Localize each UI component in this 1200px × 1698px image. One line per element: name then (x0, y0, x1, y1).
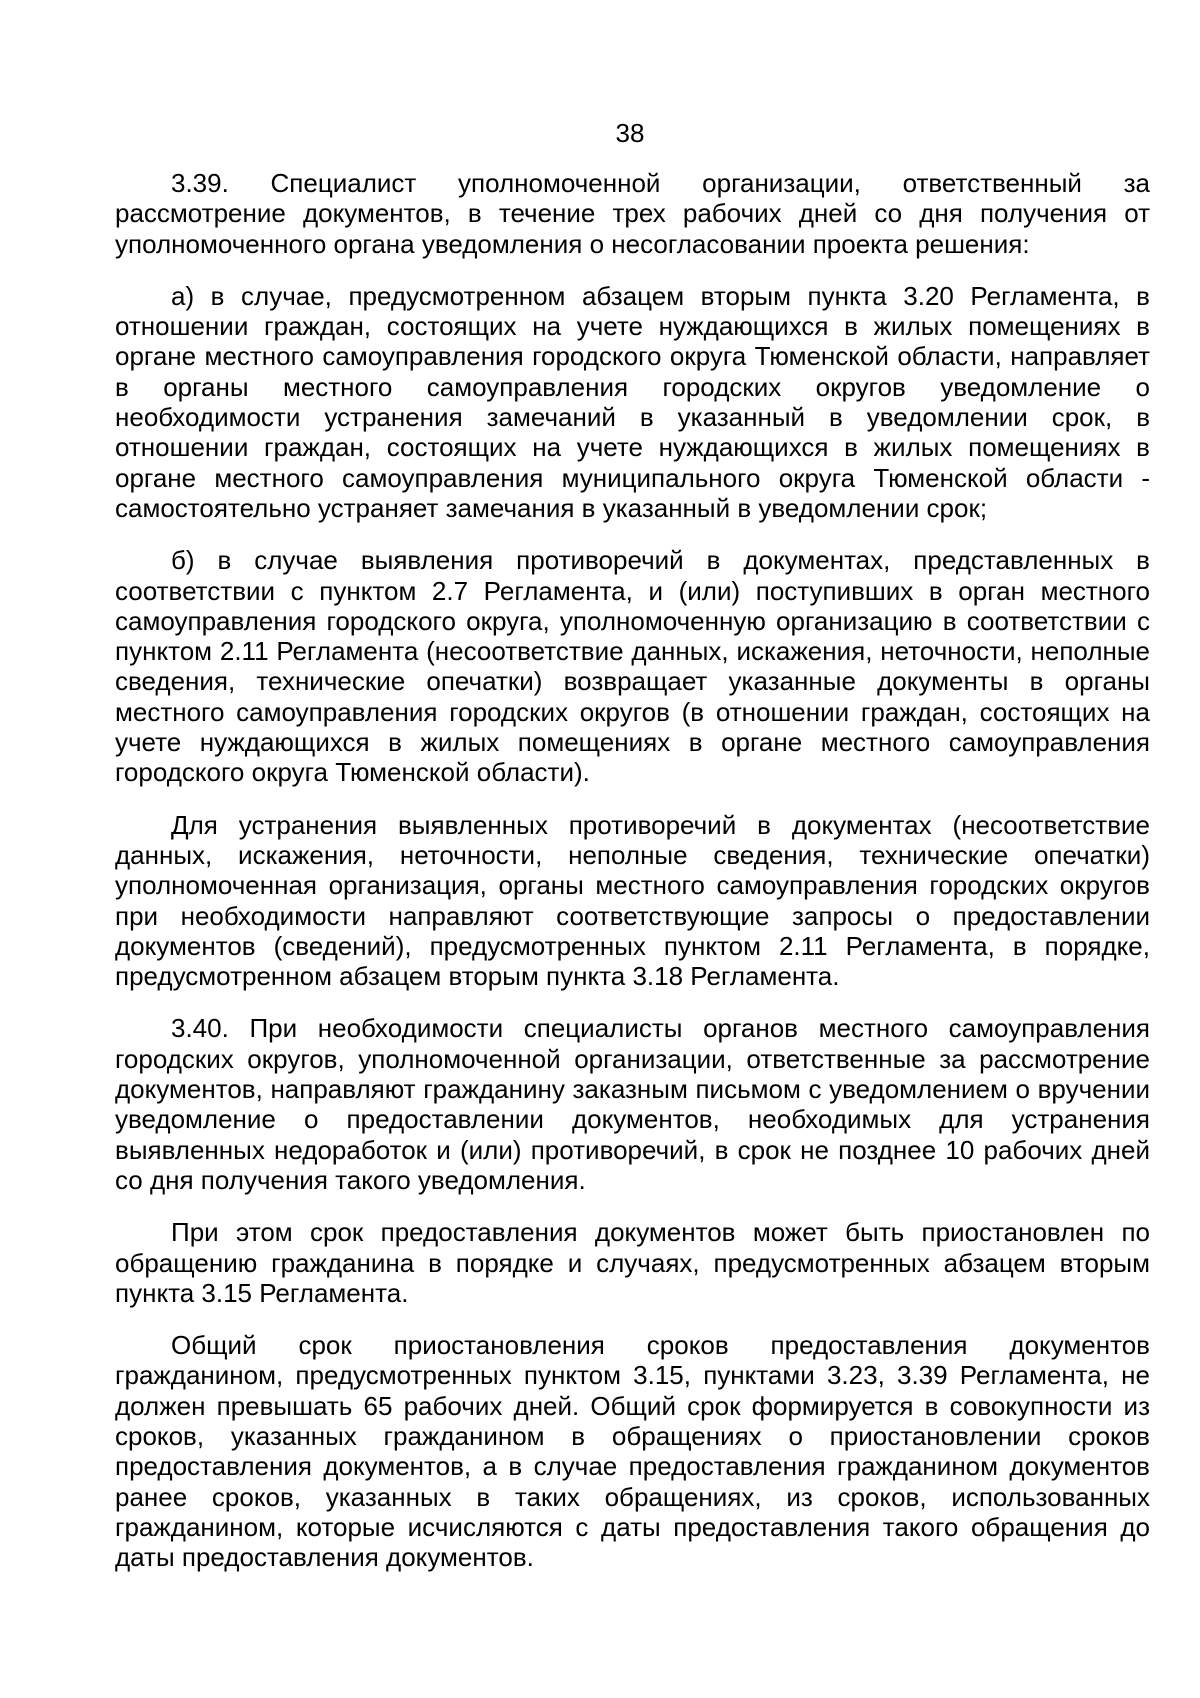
page-number: 38 (615, 118, 645, 148)
paragraph-suspension: При этом срок предоставления документов может быть приостановлен по обращению гражданина в порядке и случаях, предусмотренных абзацем вторым пункта 3.15 Регламента. (115, 1217, 1150, 1308)
paragraph-3-40: 3.40. При необходимости специалисты органов местного самоуправления городских округов, уполномоченной организации, ответственные за рассмотрение документов, направляют гражданину заказным письмом с уведомлением о вручении уведомление о предоставлении документов, необходимых для устранения выявленных недоработок и (или) противоречий, в срок не позднее 10 рабочих дней со дня получения такого уведомления. (115, 1013, 1150, 1195)
paragraph-contradictions: Для устранения выявленных противоречий в документах (несоответствие данных, искажения, неточности, неполные сведения, технические опечатки) уполномоченная организация, органы местного самоуправления городских округов при необходимости направляют соответствующие запросы о предоставлении документов (сведений), предусмотренных пунктом 2.11 Регламента, в порядке, предусмотренном абзацем вторым пункта 3.18 Регламента. (115, 809, 1150, 992)
paragraph-3-39: 3.39. Специалист уполномоченной организации, ответственный за рассмотрение документов, в течение трех рабочих дней со дня получения от уполномоченного органа уведомления о несогласовании проекта решения: (115, 168, 1150, 259)
paragraph-a: а) в случае, предусмотренном абзацем вторым пункта 3.20 Регламента, в отношении граждан, состоящих на учете нуждающихся в жилых помещениях в органе местного самоуправления городского округа Тюменской области, направляет в органы местного самоуправления городских округов уведомление о необходимости устранения замечаний в указанный в уведомлении срок, в отношении граждан, состоящих на учете нуждающихся в жилых помещениях в органе местного самоуправления муниципального округа Тюменской области - самостоятельно устраняет замечания в указанный в уведомлении срок; (115, 280, 1150, 523)
paragraph-b: б) в случае выявления противоречий в документах, представленных в соответствии с пунктом 2.7 Регламента, и (или) поступивших в орган местного самоуправления городского округа, уполномоченную организацию в соответствии с пунктом 2.11 Регламента (несоответствие данных, искажения, неточности, неполные сведения, технические опечатки) возвращает указанные документы в органы местного самоуправления городских округов (в отношении граждан, состоящих на учете нуждающихся в жилых помещениях в органе местного самоуправления городского округа Тюменской области). (115, 545, 1150, 788)
document-body (115, 168, 1150, 1572)
paragraph-total-term: Общий срок приостановления сроков предоставления документов гражданином, предусмотренных пунктом 3.15, пунктами 3.23, 3.39 Регламента, не должен превышать 65 рабочих дней. Общий срок формируется в совокупности из сроков, указанных гражданином в обращениях о приостановлении сроков предоставления документов, а в случае предоставления гражданином документов ранее сроков, указанных в таких обращениях, из сроков, использованных гражданином, которые исчисляются с даты предоставления такого обращения до даты предоставления документов. (115, 1330, 1150, 1573)
